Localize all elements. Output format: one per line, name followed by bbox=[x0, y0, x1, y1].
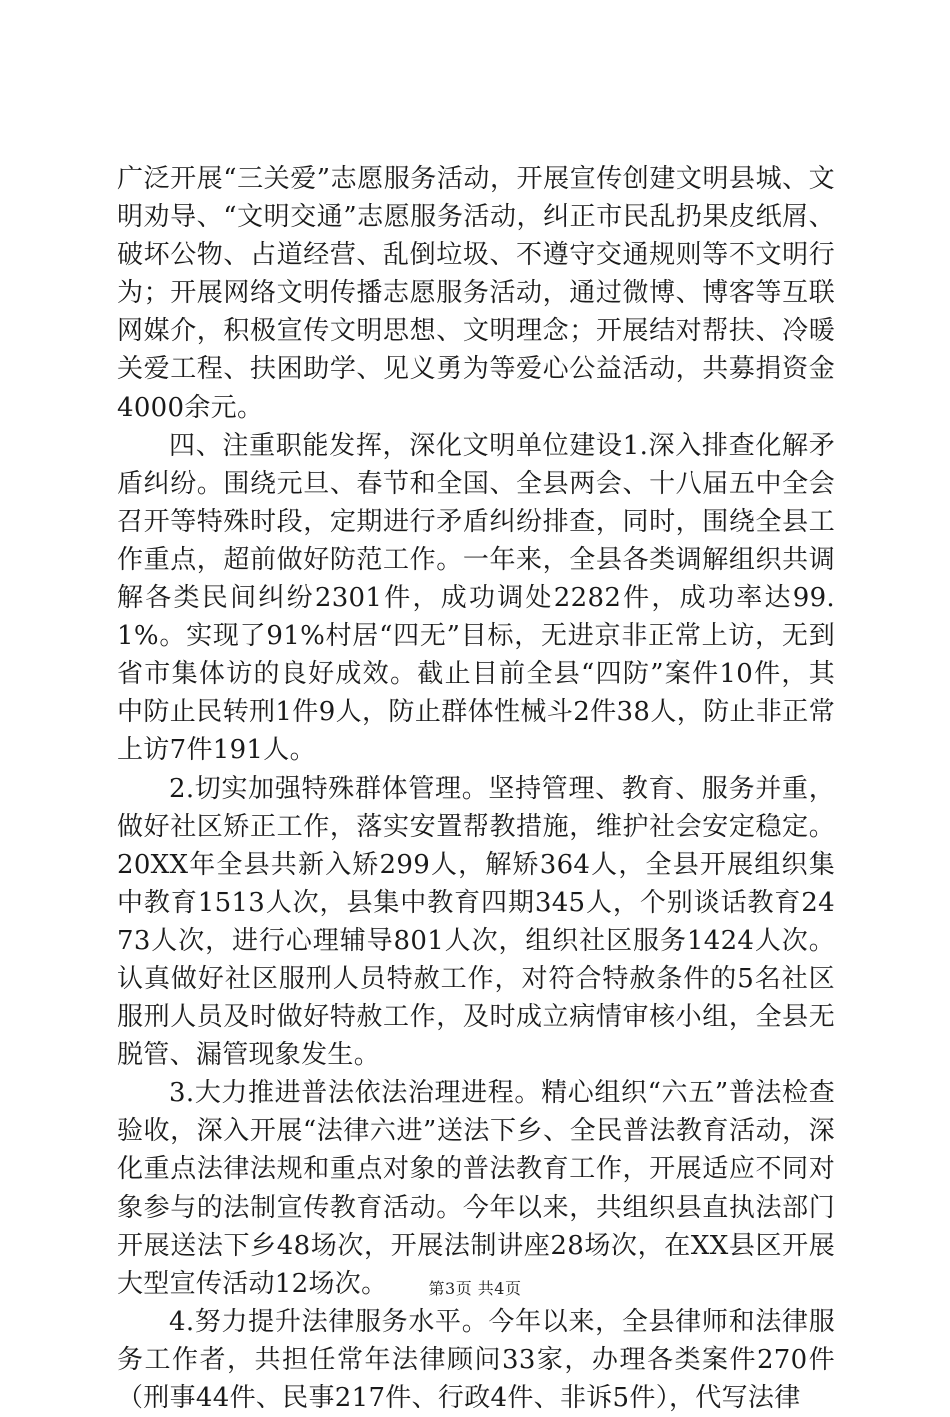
page-footer: 第3页 共4页 bbox=[428, 1279, 522, 1298]
paragraph-volunteer-activities: 广泛开展“三关爱”志愿服务活动，开展宣传创建文明县城、文明劝导、“文明交通”志愿服务活动，纠正市民乱扔果皮纸屑、破坏公物、占道经营、乱倒垃圾、不遵守交通规则等不文明行为；开展网络文明传播志愿服务活动，通过微博、博客等互联网媒介，积极宣传文明思想、文明理念；开展结对帮扶、冷暖关爱工程、扶困助学、见义勇为等爱心公益活动，共募捐资金4000余元。 bbox=[117, 164, 835, 423]
paragraph-legal-services: 4.努力提升法律服务水平。今年以来，全县律师和法律服务工作者，共担任常年法律顾问33家，办理各类案件270件（刑事44件、民事217件、行政4件、非诉5件），代写法律 bbox=[117, 1306, 835, 1413]
paragraph-section-four-disputes: 四、注重职能发挥，深化文明单位建设1.深入排查化解矛盾纠纷。围绕元旦、春节和全国、全县两会、十八届五中全会召开等特殊时段，定期进行矛盾纠纷排查，同时，围绕全县工作重点，超前做好防范工作。一年来，全县各类调解组织共调解各类民间纠纷2301件，成功调处2282件，成功率达99.1%。实现了91%村居“四无”目标，无进京非正常上访，无到省市集体访的良好成效。截止目前全县“四防”案件10件，其中防止民转刑1件9人，防止群体性械斗2件38人，防止非正常上访7件191人。 bbox=[117, 430, 835, 766]
paragraph-special-groups: 2.切实加强特殊群体管理。坚持管理、教育、服务并重，做好社区矫正工作，落实安置帮教措施，维护社会安定稳定。20XX年全县共新入矫299人，解矫364人，全县开展组织集中教育1513人次，县集中教育四期345人，个别谈话教育2473人次，进行心理辅导801人次，组织社区服务1424人次。认真做好社区服刑人员特赦工作，对符合特赦条件的5名社区服刑人员及时做好特赦工作，及时成立病情审核小组，全县无脱管、漏管现象发生。 bbox=[117, 773, 835, 1071]
paragraph-legal-education: 3.大力推进普法依法治理进程。精心组织“六五”普法检查验收，深入开展“法律六进”送法下乡、全民普法教育活动，深化重点法律法规和重点对象的普法教育工作，开展适应不同对象参与的法制宣传教育活动。今年以来，共组织县直执法部门开展送法下乡48场次，开展法制讲座28场次，在XX县区开展大型宣传活动12场次。 bbox=[117, 1078, 835, 1299]
document-body bbox=[117, 160, 835, 1417]
